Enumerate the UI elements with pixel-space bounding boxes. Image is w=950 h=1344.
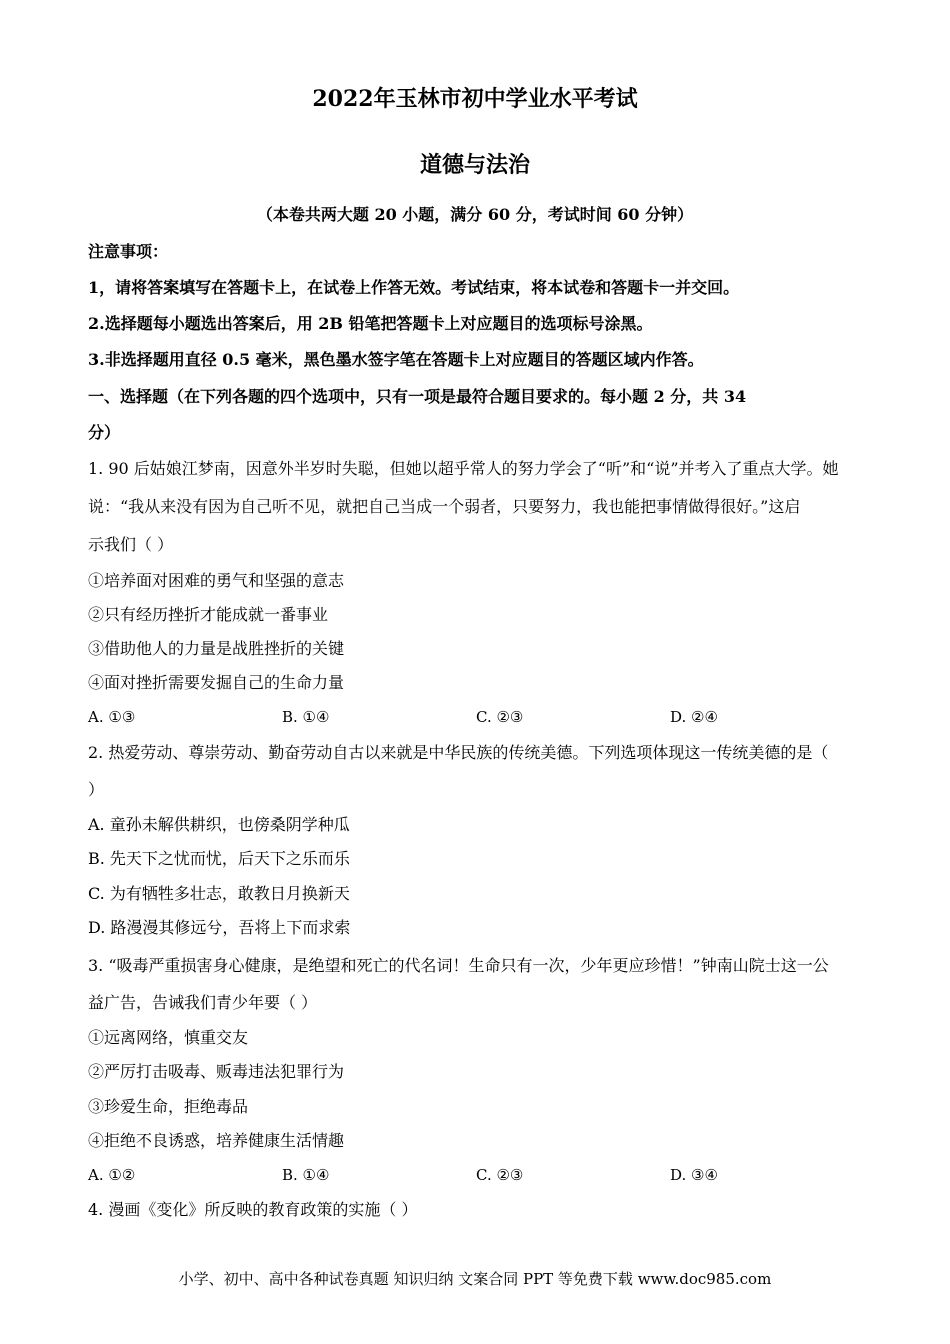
notice-heading: 注意事项： xyxy=(88,242,169,261)
question-3-statement-3: ③珍爱生命，拒绝毒品 xyxy=(88,1097,249,1116)
section-heading: 一、选择题（在下列各题的四个选项中，只有一项是最符合题目要求的。每小题 2 分，共 34 xyxy=(88,387,747,406)
question-1-statement-3: ③借助他人的力量是战胜挫折的关键 xyxy=(88,639,345,658)
question-1-statement-1: ①培养面对困难的勇气和坚强的意志 xyxy=(88,571,345,590)
question-1-line-3: 示我们（ ） xyxy=(88,535,174,554)
question-2-line-1: 2. 热爱劳动、尊崇劳动、勤奋劳动自古以来就是中华民族的传统美德。下列选项体现这一传统美德的是（ xyxy=(88,743,829,762)
question-3-line-1: 3. “吸毒严重损害身心健康，是绝望和死亡的代名词！生命只有一次，少年更应珍惜！”钟南山院士这一公 xyxy=(88,956,829,975)
question-3-option-d: D. ③④ xyxy=(670,1166,718,1184)
question-3-option-b: B. ①④ xyxy=(282,1166,330,1184)
notice-item-1: 1，请将答案填写在答题卡上，在试卷上作答无效。考试结束，将本试卷和答题卡一并交回。 xyxy=(88,278,740,297)
exam-title: 2022年玉林市初中学业水平考试 xyxy=(312,86,638,112)
question-2-option-c: C. 为有牺牲多壮志，敢教日月换新天 xyxy=(88,884,350,903)
question-1-options xyxy=(88,706,868,728)
question-3-statement-4: ④拒绝不良诱惑，培养健康生活情趣 xyxy=(88,1131,345,1150)
question-1-option-a: A. ①③ xyxy=(88,708,136,726)
question-1-line-2: 说：“我从来没有因为自己听不见，就把自己当成一个弱者，只要努力，我也能把事情做得很好。”这启 xyxy=(88,497,801,516)
question-3-options xyxy=(88,1164,868,1186)
question-2-option-a: A. 童孙未解供耕织，也傍桑阴学种瓜 xyxy=(88,815,350,834)
question-1-option-b: B. ①④ xyxy=(282,708,330,726)
question-1-option-d: D. ②④ xyxy=(670,708,718,726)
question-2-line-2: ） xyxy=(88,780,105,799)
question-1-option-c: C. ②③ xyxy=(476,708,524,726)
question-3-line-2: 益广告，告诫我们青少年要（ ） xyxy=(88,993,318,1012)
question-3-option-c: C. ②③ xyxy=(476,1166,524,1184)
notice-item-2: 2.选择题每小题选出答案后，用 2B 铅笔把答题卡上对应题目的选项标号涂黑。 xyxy=(88,314,653,333)
section-heading-cont: 分） xyxy=(88,423,121,442)
question-1-statement-2: ②只有经历挫折才能成就一番事业 xyxy=(88,605,329,624)
question-3-statement-2: ②严厉打击吸毒、贩毒违法犯罪行为 xyxy=(88,1062,345,1081)
question-2-option-d: D. 路漫漫其修远兮，吾将上下而求索 xyxy=(88,918,351,937)
exam-info: （本卷共两大题 20 小题，满分 60 分，考试时间 60 分钟） xyxy=(256,205,694,224)
page-footer: 小学、初中、高中各种试卷真题 知识归纳 文案合同 PPT 等免费下载 www.doc985.com xyxy=(178,1270,772,1288)
notice-item-3: 3.非选择题用直径 0.5 毫米，黑色墨水签字笔在答题卡上对应题目的答题区域内作答。 xyxy=(88,350,704,369)
subject-title: 道德与法治 xyxy=(419,152,530,178)
question-2-option-b: B. 先天下之忧而忧，后天下之乐而乐 xyxy=(88,849,350,868)
question-4-line-1: 4. 漫画《变化》所反映的教育政策的实施（ ） xyxy=(88,1200,418,1219)
question-3-statement-1: ①远离网络，慎重交友 xyxy=(88,1028,249,1047)
question-1-line-1: 1. 90 后姑娘江梦南，因意外半岁时失聪，但她以超乎常人的努力学会了“听”和“说”并考入了重点大学。她 xyxy=(88,459,839,478)
question-3-option-a: A. ①② xyxy=(88,1166,136,1184)
question-1-statement-4: ④面对挫折需要发掘自己的生命力量 xyxy=(88,673,345,692)
